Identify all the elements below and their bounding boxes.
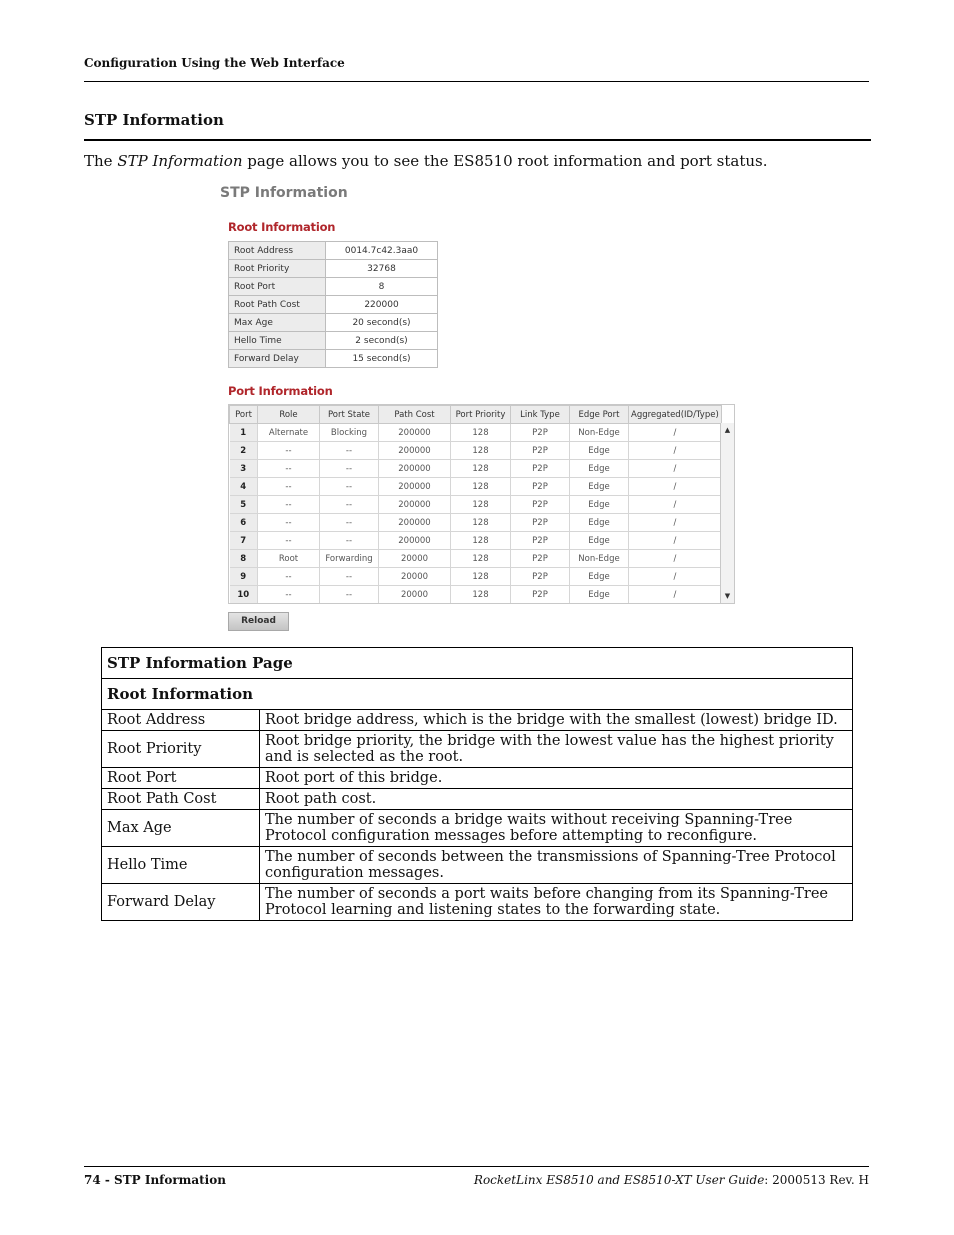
footer-rule xyxy=(84,1166,869,1167)
scroll-up-arrow-icon[interactable]: ▲ xyxy=(724,426,731,434)
root-info-label: Root Priority xyxy=(229,260,326,278)
port-number-cell: 7 xyxy=(230,532,258,550)
stp-description-table xyxy=(101,647,853,921)
port-row xyxy=(230,424,722,442)
port-cell: Edge xyxy=(570,478,629,496)
port-cell: Edge xyxy=(570,514,629,532)
root-info-row xyxy=(229,260,438,278)
port-cell: 200000 xyxy=(379,514,451,532)
port-cell: -- xyxy=(320,586,379,604)
port-cell: 128 xyxy=(451,532,511,550)
port-cell: 128 xyxy=(451,478,511,496)
port-cell: -- xyxy=(320,568,379,586)
port-number-cell: 5 xyxy=(230,496,258,514)
port-cell: Forwarding xyxy=(320,550,379,568)
section-title: STP Information xyxy=(84,111,224,129)
port-cell: Non-Edge xyxy=(570,550,629,568)
port-cell: 128 xyxy=(451,424,511,442)
port-cell: / xyxy=(629,424,722,442)
root-info-row xyxy=(229,278,438,296)
port-table-scrollbar[interactable] xyxy=(720,423,734,603)
port-column-header[interactable]: Role xyxy=(258,406,320,424)
port-cell: Alternate xyxy=(258,424,320,442)
port-column-header[interactable]: Link Type xyxy=(511,406,570,424)
port-cell: / xyxy=(629,496,722,514)
port-cell: / xyxy=(629,442,722,460)
port-number-cell: 6 xyxy=(230,514,258,532)
port-cell: 128 xyxy=(451,586,511,604)
port-row xyxy=(230,550,722,568)
intro-prefix: The xyxy=(84,152,118,170)
desc-row-text: The number of seconds between the transmissions of Spanning-Tree Protocol configuration messages. xyxy=(260,847,853,884)
port-cell: Edge xyxy=(570,586,629,604)
port-cell: P2P xyxy=(511,496,570,514)
port-cell: P2P xyxy=(511,532,570,550)
port-row xyxy=(230,532,722,550)
port-cell: 20000 xyxy=(379,586,451,604)
root-info-value: 220000 xyxy=(326,296,438,314)
port-cell: P2P xyxy=(511,550,570,568)
root-info-value: 32768 xyxy=(326,260,438,278)
root-info-heading: Root Information xyxy=(228,220,336,234)
intro-italic: STP Information xyxy=(117,152,243,170)
port-cell: P2P xyxy=(511,514,570,532)
desc-table-group: Root Information xyxy=(102,679,853,710)
footer-doc-rev: : 2000513 Rev. H xyxy=(764,1173,869,1187)
desc-row-label: Root Priority xyxy=(102,731,260,768)
port-cell: P2P xyxy=(511,568,570,586)
port-cell: / xyxy=(629,568,722,586)
port-cell: -- xyxy=(320,496,379,514)
port-cell: 128 xyxy=(451,550,511,568)
port-row xyxy=(230,460,722,478)
port-cell: -- xyxy=(258,460,320,478)
port-info-table xyxy=(229,405,722,604)
port-row xyxy=(230,586,722,604)
port-cell: -- xyxy=(320,478,379,496)
port-column-header[interactable]: Aggregated(ID/Type) xyxy=(629,406,722,424)
port-number-cell: 10 xyxy=(230,586,258,604)
port-cell: P2P xyxy=(511,442,570,460)
port-cell: 200000 xyxy=(379,442,451,460)
desc-table-row xyxy=(102,884,853,921)
port-cell: Edge xyxy=(570,532,629,550)
port-cell: -- xyxy=(258,478,320,496)
desc-table-title: STP Information Page xyxy=(102,648,853,679)
port-cell: / xyxy=(629,514,722,532)
root-info-label: Hello Time xyxy=(229,332,326,350)
port-cell: P2P xyxy=(511,478,570,496)
desc-row-label: Forward Delay xyxy=(102,884,260,921)
root-info-row xyxy=(229,242,438,260)
port-column-header[interactable]: Edge Port xyxy=(570,406,629,424)
port-row xyxy=(230,442,722,460)
scroll-down-arrow-icon[interactable]: ▼ xyxy=(724,592,731,600)
reload-button[interactable]: Reload xyxy=(228,612,289,631)
port-cell: -- xyxy=(258,532,320,550)
port-cell: Edge xyxy=(570,460,629,478)
port-cell: 128 xyxy=(451,568,511,586)
port-cell: Non-Edge xyxy=(570,424,629,442)
port-cell: / xyxy=(629,460,722,478)
desc-row-label: Max Age xyxy=(102,810,260,847)
desc-row-text: The number of seconds a bridge waits without receiving Spanning-Tree Protocol configuration messages before attempting to reconfigure. xyxy=(260,810,853,847)
root-info-label: Root Path Cost xyxy=(229,296,326,314)
port-cell: 128 xyxy=(451,460,511,478)
root-info-value: 20 second(s) xyxy=(326,314,438,332)
port-cell: 20000 xyxy=(379,550,451,568)
port-cell: -- xyxy=(258,496,320,514)
port-cell: -- xyxy=(320,532,379,550)
root-info-value: 15 second(s) xyxy=(326,350,438,368)
port-cell: -- xyxy=(320,460,379,478)
footer-doc-name: RocketLinx ES8510 and ES8510-XT User Guide xyxy=(473,1173,765,1187)
port-cell: -- xyxy=(258,514,320,532)
port-row xyxy=(230,568,722,586)
port-cell: / xyxy=(629,550,722,568)
port-cell: Edge xyxy=(570,496,629,514)
port-cell: 200000 xyxy=(379,460,451,478)
screenshot-title: STP Information xyxy=(220,185,348,201)
root-info-label: Forward Delay xyxy=(229,350,326,368)
root-info-row xyxy=(229,296,438,314)
stp-screenshot xyxy=(220,183,740,633)
desc-row-text: Root path cost. xyxy=(260,789,853,810)
port-cell: -- xyxy=(258,586,320,604)
root-info-value: 0014.7c42.3aa0 xyxy=(326,242,438,260)
desc-table-row xyxy=(102,768,853,789)
desc-row-label: Root Port xyxy=(102,768,260,789)
intro-paragraph xyxy=(84,152,767,170)
port-number-cell: 2 xyxy=(230,442,258,460)
port-cell: 128 xyxy=(451,496,511,514)
port-info-heading: Port Information xyxy=(228,384,333,398)
port-cell: 128 xyxy=(451,514,511,532)
port-cell: / xyxy=(629,532,722,550)
port-cell: / xyxy=(629,586,722,604)
port-cell: -- xyxy=(258,568,320,586)
port-column-header[interactable]: Port State xyxy=(320,406,379,424)
root-info-label: Max Age xyxy=(229,314,326,332)
port-row xyxy=(230,514,722,532)
running-header: Configuration Using the Web Interface xyxy=(84,56,345,70)
root-info-row xyxy=(229,314,438,332)
port-info-panel xyxy=(228,404,735,604)
port-cell: -- xyxy=(320,442,379,460)
port-cell: P2P xyxy=(511,424,570,442)
desc-table-row xyxy=(102,810,853,847)
root-info-row xyxy=(229,332,438,350)
footer-doc-title xyxy=(474,1173,869,1187)
port-cell: P2P xyxy=(511,460,570,478)
desc-table-row xyxy=(102,847,853,884)
root-info-row xyxy=(229,350,438,368)
desc-table-row xyxy=(102,789,853,810)
port-number-cell: 9 xyxy=(230,568,258,586)
port-cell: / xyxy=(629,478,722,496)
root-info-label: Root Port xyxy=(229,278,326,296)
port-cell: 200000 xyxy=(379,424,451,442)
desc-table-row xyxy=(102,710,853,731)
port-cell: P2P xyxy=(511,586,570,604)
desc-row-text: Root port of this bridge. xyxy=(260,768,853,789)
section-rule xyxy=(84,139,871,141)
port-cell: Edge xyxy=(570,442,629,460)
header-rule xyxy=(84,81,869,82)
footer-page-label: 74 - STP Information xyxy=(84,1173,226,1187)
port-column-header[interactable]: Port Priority xyxy=(451,406,511,424)
root-info-label: Root Address xyxy=(229,242,326,260)
intro-suffix: page allows you to see the ES8510 root information and port status. xyxy=(242,152,768,170)
port-cell: 128 xyxy=(451,442,511,460)
root-info-value: 2 second(s) xyxy=(326,332,438,350)
desc-row-label: Hello Time xyxy=(102,847,260,884)
port-cell: -- xyxy=(320,514,379,532)
desc-row-text: The number of seconds a port waits before changing from its Spanning-Tree Protocol learning and listening states to the forwarding state. xyxy=(260,884,853,921)
port-cell: 20000 xyxy=(379,568,451,586)
desc-row-text: Root bridge priority, the bridge with the lowest value has the highest priority and is selected as the root. xyxy=(260,731,853,768)
desc-row-label: Root Path Cost xyxy=(102,789,260,810)
port-cell: 200000 xyxy=(379,478,451,496)
port-number-cell: 4 xyxy=(230,478,258,496)
port-number-cell: 1 xyxy=(230,424,258,442)
port-cell: Edge xyxy=(570,568,629,586)
desc-row-label: Root Address xyxy=(102,710,260,731)
port-number-cell: 8 xyxy=(230,550,258,568)
root-info-table xyxy=(228,241,438,368)
root-info-value: 8 xyxy=(326,278,438,296)
port-column-header[interactable]: Path Cost xyxy=(379,406,451,424)
port-row xyxy=(230,496,722,514)
port-cell: Root xyxy=(258,550,320,568)
port-cell: 200000 xyxy=(379,496,451,514)
port-cell: Blocking xyxy=(320,424,379,442)
desc-table-row xyxy=(102,731,853,768)
port-row xyxy=(230,478,722,496)
port-number-cell: 3 xyxy=(230,460,258,478)
port-cell: -- xyxy=(258,442,320,460)
port-cell: 200000 xyxy=(379,532,451,550)
port-column-header[interactable]: Port xyxy=(230,406,258,424)
desc-row-text: Root bridge address, which is the bridge with the smallest (lowest) bridge ID. xyxy=(260,710,853,731)
